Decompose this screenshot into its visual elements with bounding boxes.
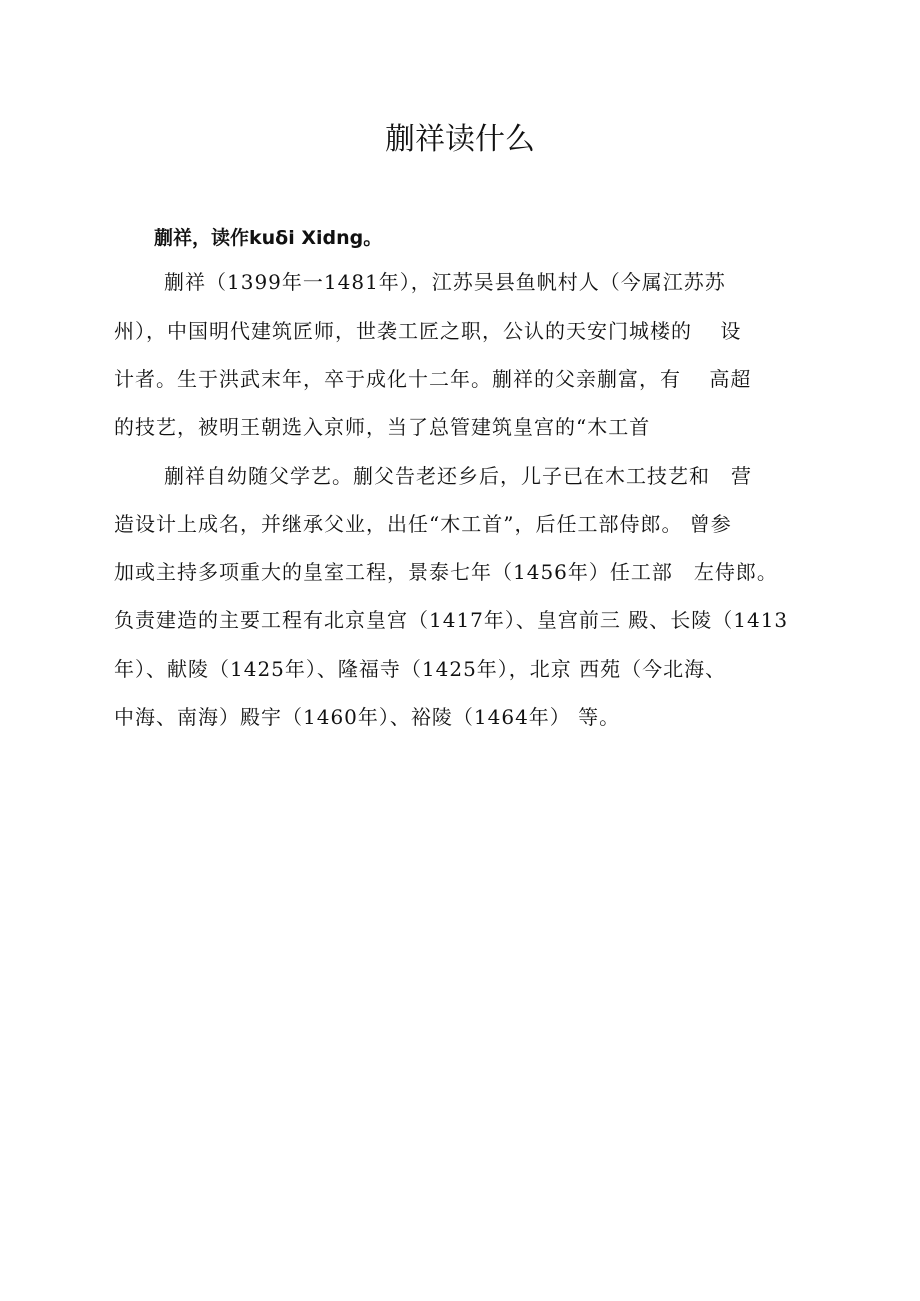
body-line-9: 年）、献陵（1425年）、隆福寺（1425年），北京 西苑（今北海、 (114, 657, 727, 681)
pronunciation-line: 蒯祥，读作kuδi Xidng。 (154, 227, 383, 249)
body-line-7: 加或主持多项重大的皇室工程，景泰七年（1456年）任工部 左侍郎。 (114, 560, 778, 584)
body-line-2: 州），中国明代建筑匠师，世袭工匠之职，公认的天安门城楼的 设 (114, 319, 742, 343)
body-line-6: 造设计上成名，并继承父业，出任“木工首”，后任工部侍郎。 曾参 (114, 512, 732, 536)
document-title: 蒯祥读什么 (385, 122, 535, 157)
body-line-10: 中海、南海）殿宇（1460年）、裕陵（1464年） 等。 (114, 705, 621, 729)
body-line-8: 负责建造的主要工程有北京皇宫（1417年）、皇宫前三 殿、长陵（1413 (114, 608, 789, 632)
body-line-5: 蒯祥自幼随父学艺。蒯父告老还乡后，儿子已在木工技艺和 营 (164, 464, 752, 488)
body-line-4: 的技艺，被明王朝选入京师，当了总管建筑皇宫的“木工首 (114, 415, 651, 439)
body-line-3: 计者。生于洪武末年，卒于成化十二年。蒯祥的父亲蒯富，有 高超 (114, 367, 752, 391)
body-line-1: 蒯祥（1399年一1481年），江苏吴县鱼帆村人（今属江苏苏 (164, 270, 726, 294)
